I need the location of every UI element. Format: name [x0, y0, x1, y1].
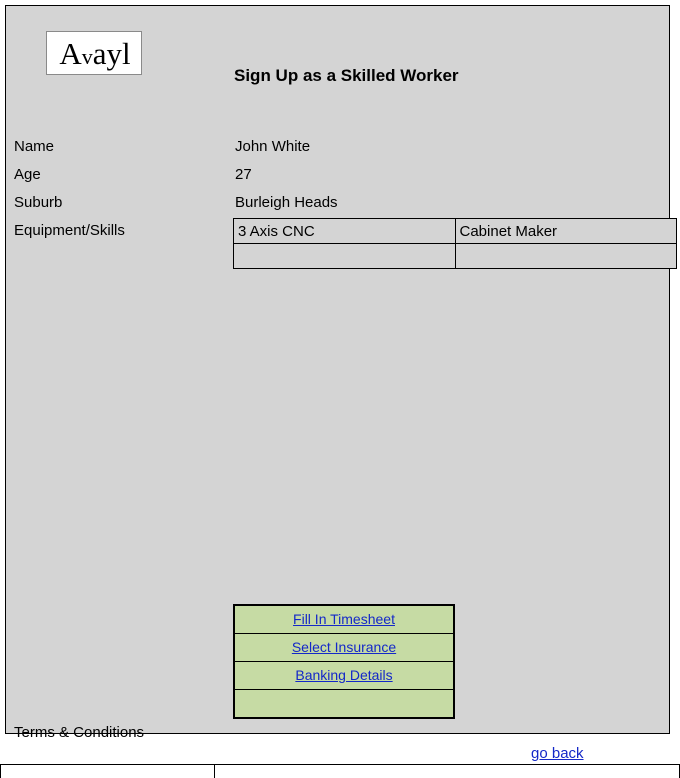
fill-in-timesheet-button[interactable] [235, 606, 453, 634]
value-age: 27 [235, 166, 252, 183]
action-button-group [233, 604, 455, 719]
logo-text-before: A [59, 36, 82, 71]
skill-cell[interactable] [455, 244, 677, 269]
logo[interactable] [46, 31, 142, 75]
skill-cell[interactable] [234, 244, 456, 269]
page-title: Sign Up as a Skilled Worker [234, 66, 459, 85]
logo-text-small: v [81, 44, 93, 69]
skill-cell[interactable]: Cabinet Maker [455, 219, 677, 244]
label-age: Age [14, 166, 41, 183]
bottom-strip [0, 764, 680, 778]
banking-details-button[interactable] [235, 662, 453, 690]
banking-details-link[interactable]: Banking Details [295, 667, 393, 683]
label-suburb: Suburb [14, 194, 63, 211]
empty-action-button[interactable] [235, 690, 453, 717]
go-back-link[interactable]: go back [531, 745, 584, 762]
form-panel [5, 5, 670, 741]
terms-and-conditions[interactable]: Terms & Conditions [14, 724, 145, 741]
bottom-divider [0, 764, 680, 765]
grid-tick [0, 764, 1, 778]
fill-in-timesheet-link[interactable]: Fill In Timesheet [293, 611, 395, 627]
select-insurance-button[interactable] [235, 634, 453, 662]
logo-text-after: ayl [92, 36, 131, 71]
skills-table [233, 218, 677, 269]
label-name: Name [14, 138, 55, 155]
select-insurance-link[interactable]: Select Insurance [291, 639, 397, 655]
skill-cell[interactable]: 3 Axis CNC [234, 219, 456, 244]
label-equipment-skills: Equipment/Skills [14, 222, 125, 239]
table-row [234, 244, 677, 269]
value-name: John White [235, 138, 311, 155]
table-row [234, 219, 677, 244]
value-suburb: Burleigh Heads [235, 194, 338, 211]
grid-tick [214, 764, 215, 778]
logo-text [47, 32, 143, 76]
